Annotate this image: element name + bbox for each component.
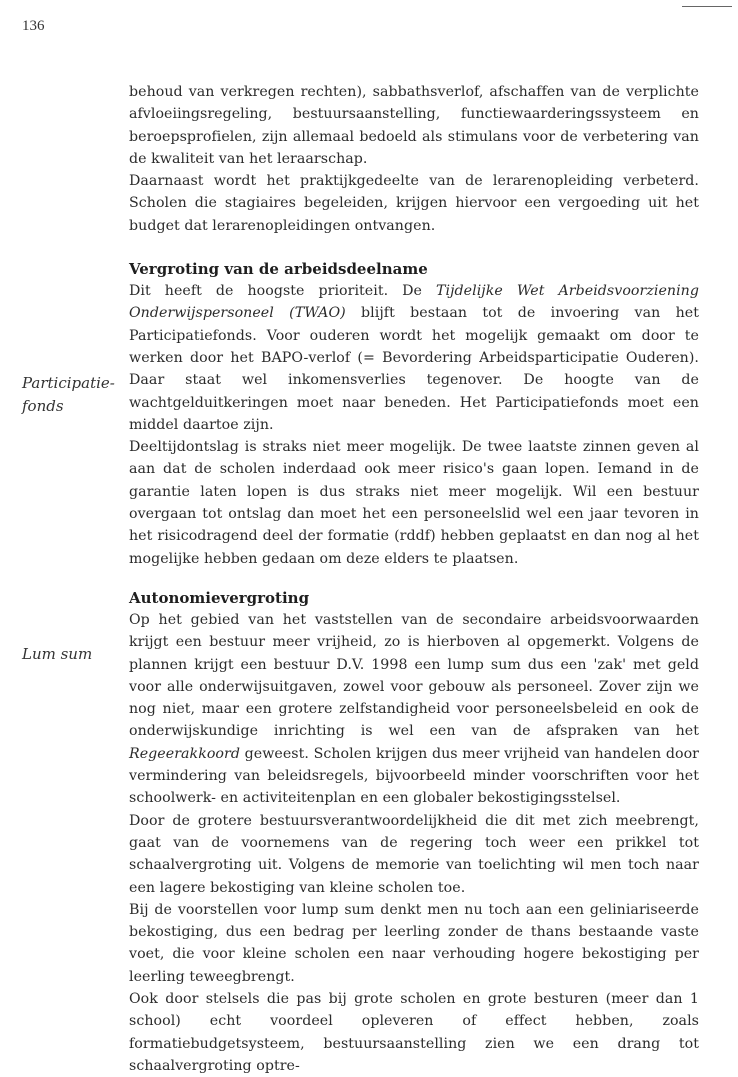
section2-paragraph-2: Door de grotere bestuursverantwoordelijkheid die dit met zich meebrengt, gaat van de voornemens van de regering toch weer een prikkel tot schaalvergroting uit. Volgens de memorie van toelichting wil men toch naar een lagere bekostiging van kleine scholen toe. (129, 812, 699, 896)
law-title: Tijdelijke Wet Arbeidsvoorziening Onderwijspersoneel (TWAO) (129, 283, 699, 322)
section1-paragraph-1 (129, 280, 699, 436)
section2-paragraph-1 (129, 609, 699, 810)
text-run: Op het gebied van het vaststellen van de secondaire arbeidsvoorwaarden krijgt een bestuur meer vrijheid, zo is hierboven al opgemerkt. Volgens de plannen krijgt een bestuur D.V. 1998 een lump sum dus een 'zak' met geld voor alle onderwijsuitgaven, zowel voor gebouw als personeel. Zover zijn we nog niet, maar een grotere zelfstandigheid voor personeelsbeleid en ook de onderwijskundige inrichting is wel een van de afspraken van het (129, 611, 699, 740)
text-run: geweest. Scholen krijgen dus meer vrijheid van handelen door vermindering van beleidsregels, bijvoorbeeld minder voorschriften voor het schoolwerk- en activiteitenplan en een globaler bekostigingsstelsel. (129, 745, 699, 807)
text-run: blijft bestaan tot de invoering van het Participatiefonds. Voor ouderen wordt het mogelijk gemaakt om door te werken door het BAPO-verlof (= Bevordering Arbeidsparticipatie Ouderen). Daar staat wel inkomensverlies tegenover. De hoogte van de wachtgelduitkeringen moet naar beneden. Het Participatiefonds moet een middel daartoe zijn. (129, 305, 699, 433)
margin-note-line: Lum sum (22, 645, 93, 663)
section-heading-autonomievergroting: Autonomievergroting (129, 588, 310, 607)
regeerakkoord-term: Regeerakkoord (129, 745, 240, 762)
page-number: 136 (22, 18, 45, 34)
main-text-column (129, 81, 699, 1077)
top-edge-rule (682, 6, 732, 7)
section2-paragraph-3: Bij de voorstellen voor lump sum denkt men nu toch aan een geliniariseerde bekostiging, dus een bedrag per leerling zonder de thans bestaande vaste voet, die voor kleine scholen een naar verhouding hogere bekostiging per leerling teweegbrengt. (129, 901, 699, 985)
section1-paragraph-2: Deeltijdontslag is straks niet meer mogelijk. De twee laatste zinnen geven al aan dat de scholen inderdaad ook meer risico's gaan lopen. Iemand in de garantie laten lopen is dus straks niet meer mogelijk. Wil een bestuur overgaan tot ontslag dan moet het een personeelslid wel een jaar tevoren in het risicodragend deel der formatie (rddf) hebben geplaatst en dan nog al het mogelijke hebben gedaan om deze elders te plaatsen. (129, 439, 699, 567)
margin-note-participatiefonds (22, 372, 122, 417)
intro-paragraph-2: Daarnaast wordt het praktijkgedeelte van de lerarenopleiding verbeterd. Scholen die stagiaires begeleiden, krijgen hiervoor een vergoeding uit het budget dat lerarenopleidingen ontvangen. (129, 173, 699, 234)
text-run: Dit heeft de hoogste prioriteit. De (129, 283, 436, 300)
intro-paragraph-1: behoud van verkregen rechten), sabbathsverlof, afschaffen van de verplichte afvloeiingsregeling, bestuursaanstelling, functiewaarderingssysteem en beroepsprofielen, zijn allemaal bedoeld als stimulans voor de verbetering van de kwaliteit van het leraarschap. (129, 84, 699, 167)
section-heading-arbeidsdeelname: Vergroting van de arbeidsdeelname (129, 260, 428, 279)
margin-note-line: Participatie- (22, 374, 115, 392)
margin-note-lum-sum (22, 643, 122, 666)
section2-paragraph-4: Ook door stelsels die pas bij grote scholen en grote besturen (meer dan 1 school) echt voordeel opleveren of effect hebben, zoals formatiebudgetsysteem, bestuursaanstelling zien we een drang tot schaalvergroting optre- (129, 990, 699, 1074)
margin-note-line: fonds (22, 396, 64, 415)
